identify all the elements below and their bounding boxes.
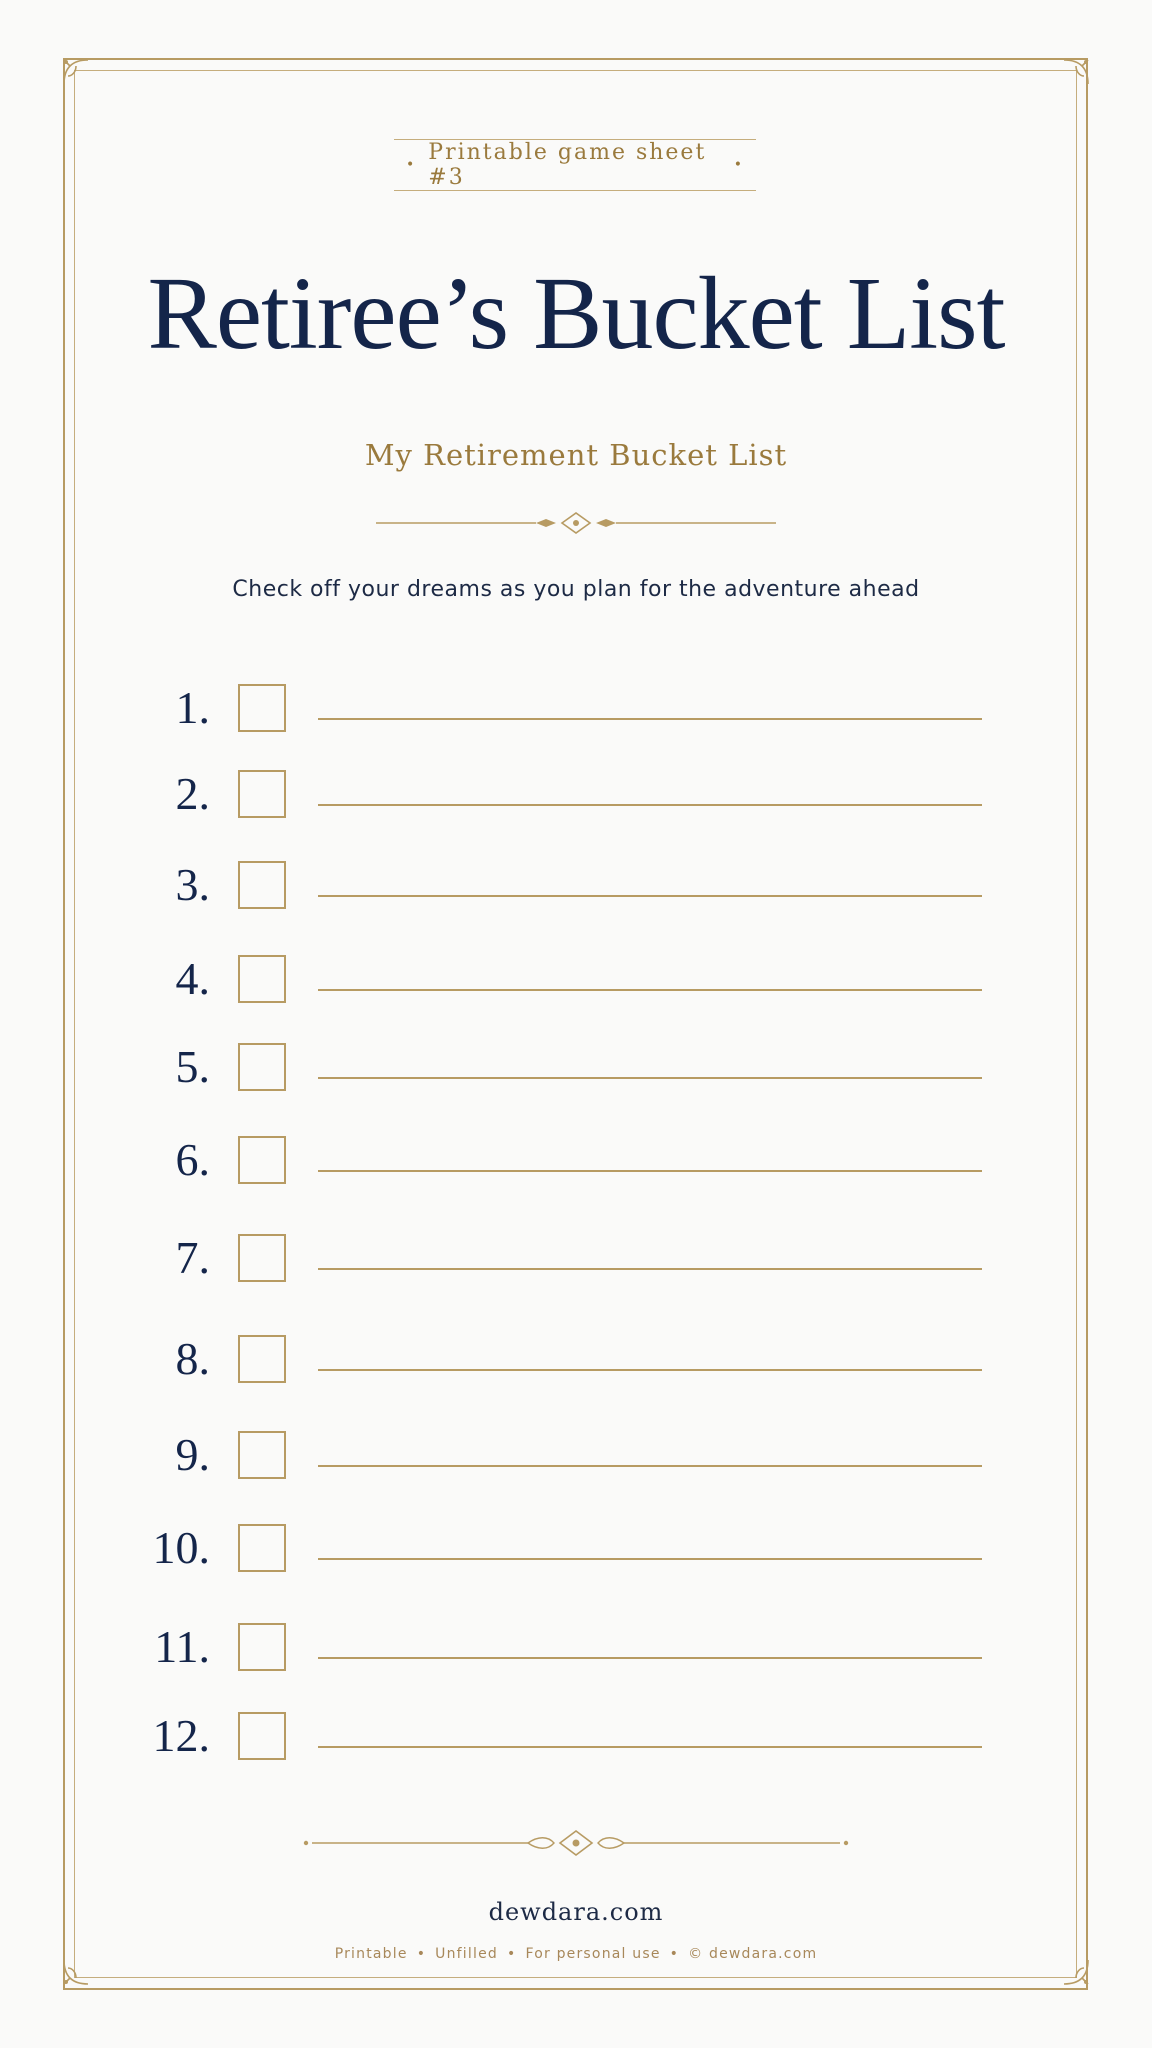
list-item bbox=[0, 678, 1152, 738]
list-item bbox=[0, 855, 1152, 915]
item-write-line[interactable] bbox=[318, 804, 982, 806]
item-number: 9. bbox=[175, 1429, 210, 1480]
item-checkbox[interactable] bbox=[238, 1234, 286, 1282]
item-write-line[interactable] bbox=[318, 1657, 982, 1659]
item-checkbox[interactable] bbox=[238, 684, 286, 732]
list-item bbox=[0, 1130, 1152, 1190]
item-number: 2. bbox=[175, 768, 210, 819]
list-item bbox=[0, 1329, 1152, 1389]
item-number: 10. bbox=[152, 1522, 210, 1573]
item-write-line[interactable] bbox=[318, 1170, 982, 1172]
item-checkbox[interactable] bbox=[238, 955, 286, 1003]
footer-note: © dewdara.com bbox=[688, 1946, 818, 1962]
ornament-divider-icon bbox=[302, 1828, 850, 1858]
item-write-line[interactable] bbox=[318, 1746, 982, 1748]
item-write-line[interactable] bbox=[318, 718, 982, 720]
item-checkbox[interactable] bbox=[238, 1712, 286, 1760]
item-number: 1. bbox=[175, 682, 210, 733]
ornament-divider-icon bbox=[376, 510, 776, 536]
footer-note: For personal use bbox=[525, 1946, 661, 1962]
item-checkbox[interactable] bbox=[238, 861, 286, 909]
list-item bbox=[0, 1617, 1152, 1677]
item-checkbox[interactable] bbox=[238, 1136, 286, 1184]
item-checkbox[interactable] bbox=[238, 770, 286, 818]
item-write-line[interactable] bbox=[318, 1369, 982, 1371]
kicker-text: Printable game sheet #3 bbox=[428, 140, 707, 190]
list-item bbox=[0, 764, 1152, 824]
list-item bbox=[0, 1228, 1152, 1288]
page-title: Retiree’s Bucket List bbox=[147, 256, 1005, 371]
list-item bbox=[0, 1518, 1152, 1578]
intro-text: Check off your dreams as you plan for the adventure ahead bbox=[232, 577, 920, 602]
list-item bbox=[0, 949, 1152, 1009]
item-number: 4. bbox=[175, 953, 210, 1004]
corner-flourish-icon bbox=[1050, 54, 1094, 98]
list-item bbox=[0, 1037, 1152, 1097]
list-item bbox=[0, 1706, 1152, 1766]
item-checkbox[interactable] bbox=[238, 1524, 286, 1572]
footer-notes bbox=[0, 1946, 1152, 1962]
page-subtitle: My Retirement Bucket List bbox=[364, 438, 788, 472]
item-number: 8. bbox=[175, 1333, 210, 1384]
item-number: 6. bbox=[175, 1134, 210, 1185]
footer-note: Unfilled bbox=[435, 1946, 498, 1962]
item-write-line[interactable] bbox=[318, 1465, 982, 1467]
item-number: 3. bbox=[175, 859, 210, 910]
item-number: 7. bbox=[175, 1232, 210, 1283]
item-write-line[interactable] bbox=[318, 1077, 982, 1079]
item-write-line[interactable] bbox=[318, 989, 982, 991]
item-checkbox[interactable] bbox=[238, 1431, 286, 1479]
item-number: 5. bbox=[175, 1041, 210, 1092]
item-write-line[interactable] bbox=[318, 1268, 982, 1270]
list-item bbox=[0, 1425, 1152, 1485]
item-write-line[interactable] bbox=[318, 1558, 982, 1560]
item-write-line[interactable] bbox=[318, 895, 982, 897]
separator-dot-icon: • bbox=[416, 1946, 427, 1962]
separator-dot-icon: • bbox=[506, 1946, 517, 1962]
corner-flourish-icon bbox=[58, 54, 102, 98]
site-name: dewdara.com bbox=[488, 1898, 664, 1926]
item-checkbox[interactable] bbox=[238, 1335, 286, 1383]
item-number: 12. bbox=[152, 1710, 210, 1761]
dot-icon: • bbox=[406, 157, 417, 173]
dot-icon: • bbox=[733, 157, 744, 173]
item-number: 11. bbox=[154, 1621, 210, 1672]
footer-note: Printable bbox=[334, 1946, 408, 1962]
separator-dot-icon: • bbox=[669, 1946, 680, 1962]
item-checkbox[interactable] bbox=[238, 1623, 286, 1671]
sheet-kicker bbox=[394, 139, 756, 191]
item-checkbox[interactable] bbox=[238, 1043, 286, 1091]
